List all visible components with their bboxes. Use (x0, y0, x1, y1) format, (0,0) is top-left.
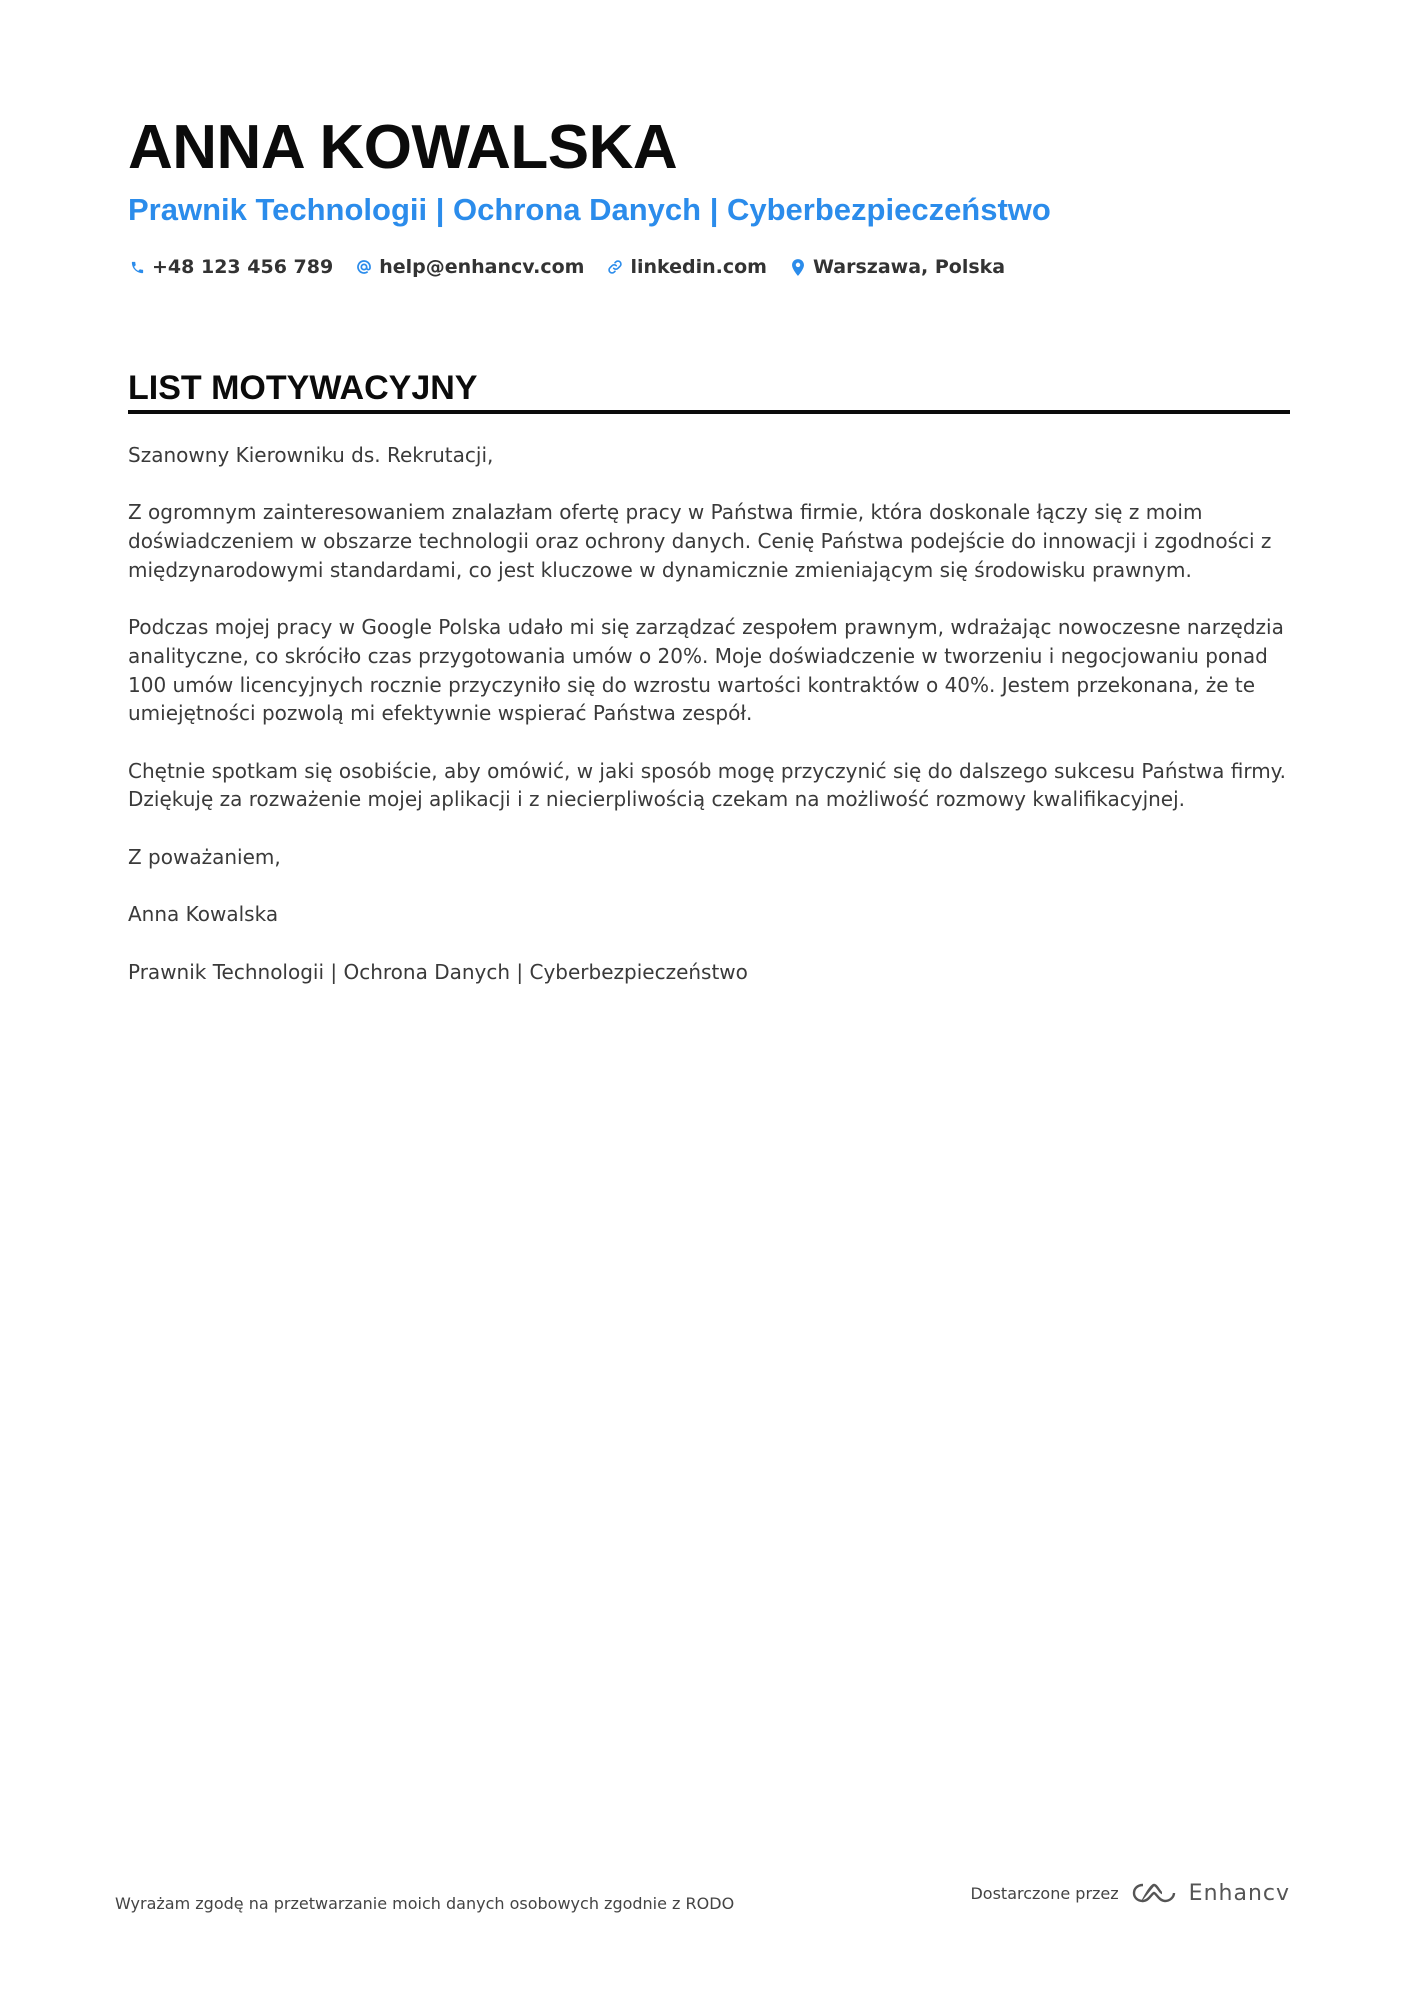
signature-title: Prawnik Technologii | Ochrona Danych | Cyberbezpieczeństwo (128, 959, 748, 984)
powered-by[interactable] (970, 1880, 1290, 1906)
link-icon (606, 258, 624, 276)
contact-linkedin-text: linkedin.com (630, 256, 767, 278)
letter-body (128, 441, 1290, 1015)
letter-paragraph: Z ogromnym zainteresowaniem znalazłam ofertę pracy w Państwa firmie, która doskonale łączy się z moim doświadczeniem w obszarze technologii oraz ochrony danych. Cenię Państwa podejście do innowacji i zgodności z międzynarodowymi standardami, co jest kluczowe w dynamicznie zmieniającym się środowisku prawnym. (128, 500, 1272, 582)
phone-icon (128, 258, 146, 276)
map-pin-icon (789, 258, 807, 276)
contact-email-text: help@enhancv.com (379, 256, 585, 278)
letter-paragraph: Chętnie spotkam się osobiście, aby omówić, w jaki sposób mogę przyczynić się do dalszego sukcesu Państwa firmy. Dziękuję za rozważenie mojej aplikacji i z niecierpliwością czekam na możliwość rozmowy kwalifikacyjnej. (128, 758, 1287, 812)
signature-name: Anna Kowalska (128, 902, 279, 927)
brand-name: Enhancv (1188, 1880, 1290, 1906)
letter-greeting: Szanowny Kierowniku ds. Rekrutacji, (128, 443, 494, 467)
section-title: LIST MOTYWACYJNY (128, 369, 478, 407)
contact-linkedin[interactable] (606, 252, 767, 282)
letter-closing: Z poważaniem, (128, 844, 281, 869)
at-icon (355, 258, 373, 276)
consent-note: Wyrażam zgodę na przetwarzanie moich danych osobowych zgodnie z RODO (115, 1894, 735, 1913)
candidate-name: ANNA KOWALSKA (128, 113, 678, 182)
section-divider (128, 410, 1290, 414)
powered-by-label: Dostarczone przez (970, 1883, 1119, 1903)
contact-location-text: Warszawa, Polska (812, 256, 1006, 278)
enhancv-logo-icon (1131, 1880, 1177, 1906)
letter-paragraph: Podczas mojej pracy w Google Polska udało mi się zarządzać zespołem prawnym, wdrażając nowoczesne narzędzia analityczne, co skróciło czas przygotowania umów o 20%. Moje doświadczenie w tworzeniu i negocjowaniu ponad 100 umów licencyjnych rocznie przyczyniło się do wzrostu wartości kontraktów o 40%. Jestem przekonana, że te umiejętności pozwolą mi efektywnie wspierać Państwa zespół. (128, 615, 1284, 726)
contact-phone[interactable] (128, 252, 333, 282)
contact-location (789, 252, 1005, 282)
candidate-headline: Prawnik Technologii | Ochrona Danych | Cyberbezpieczeństwo (128, 192, 1051, 227)
contact-bar (128, 252, 1027, 282)
contact-email[interactable] (355, 252, 584, 282)
contact-phone-text: +48 123 456 789 (152, 256, 334, 278)
